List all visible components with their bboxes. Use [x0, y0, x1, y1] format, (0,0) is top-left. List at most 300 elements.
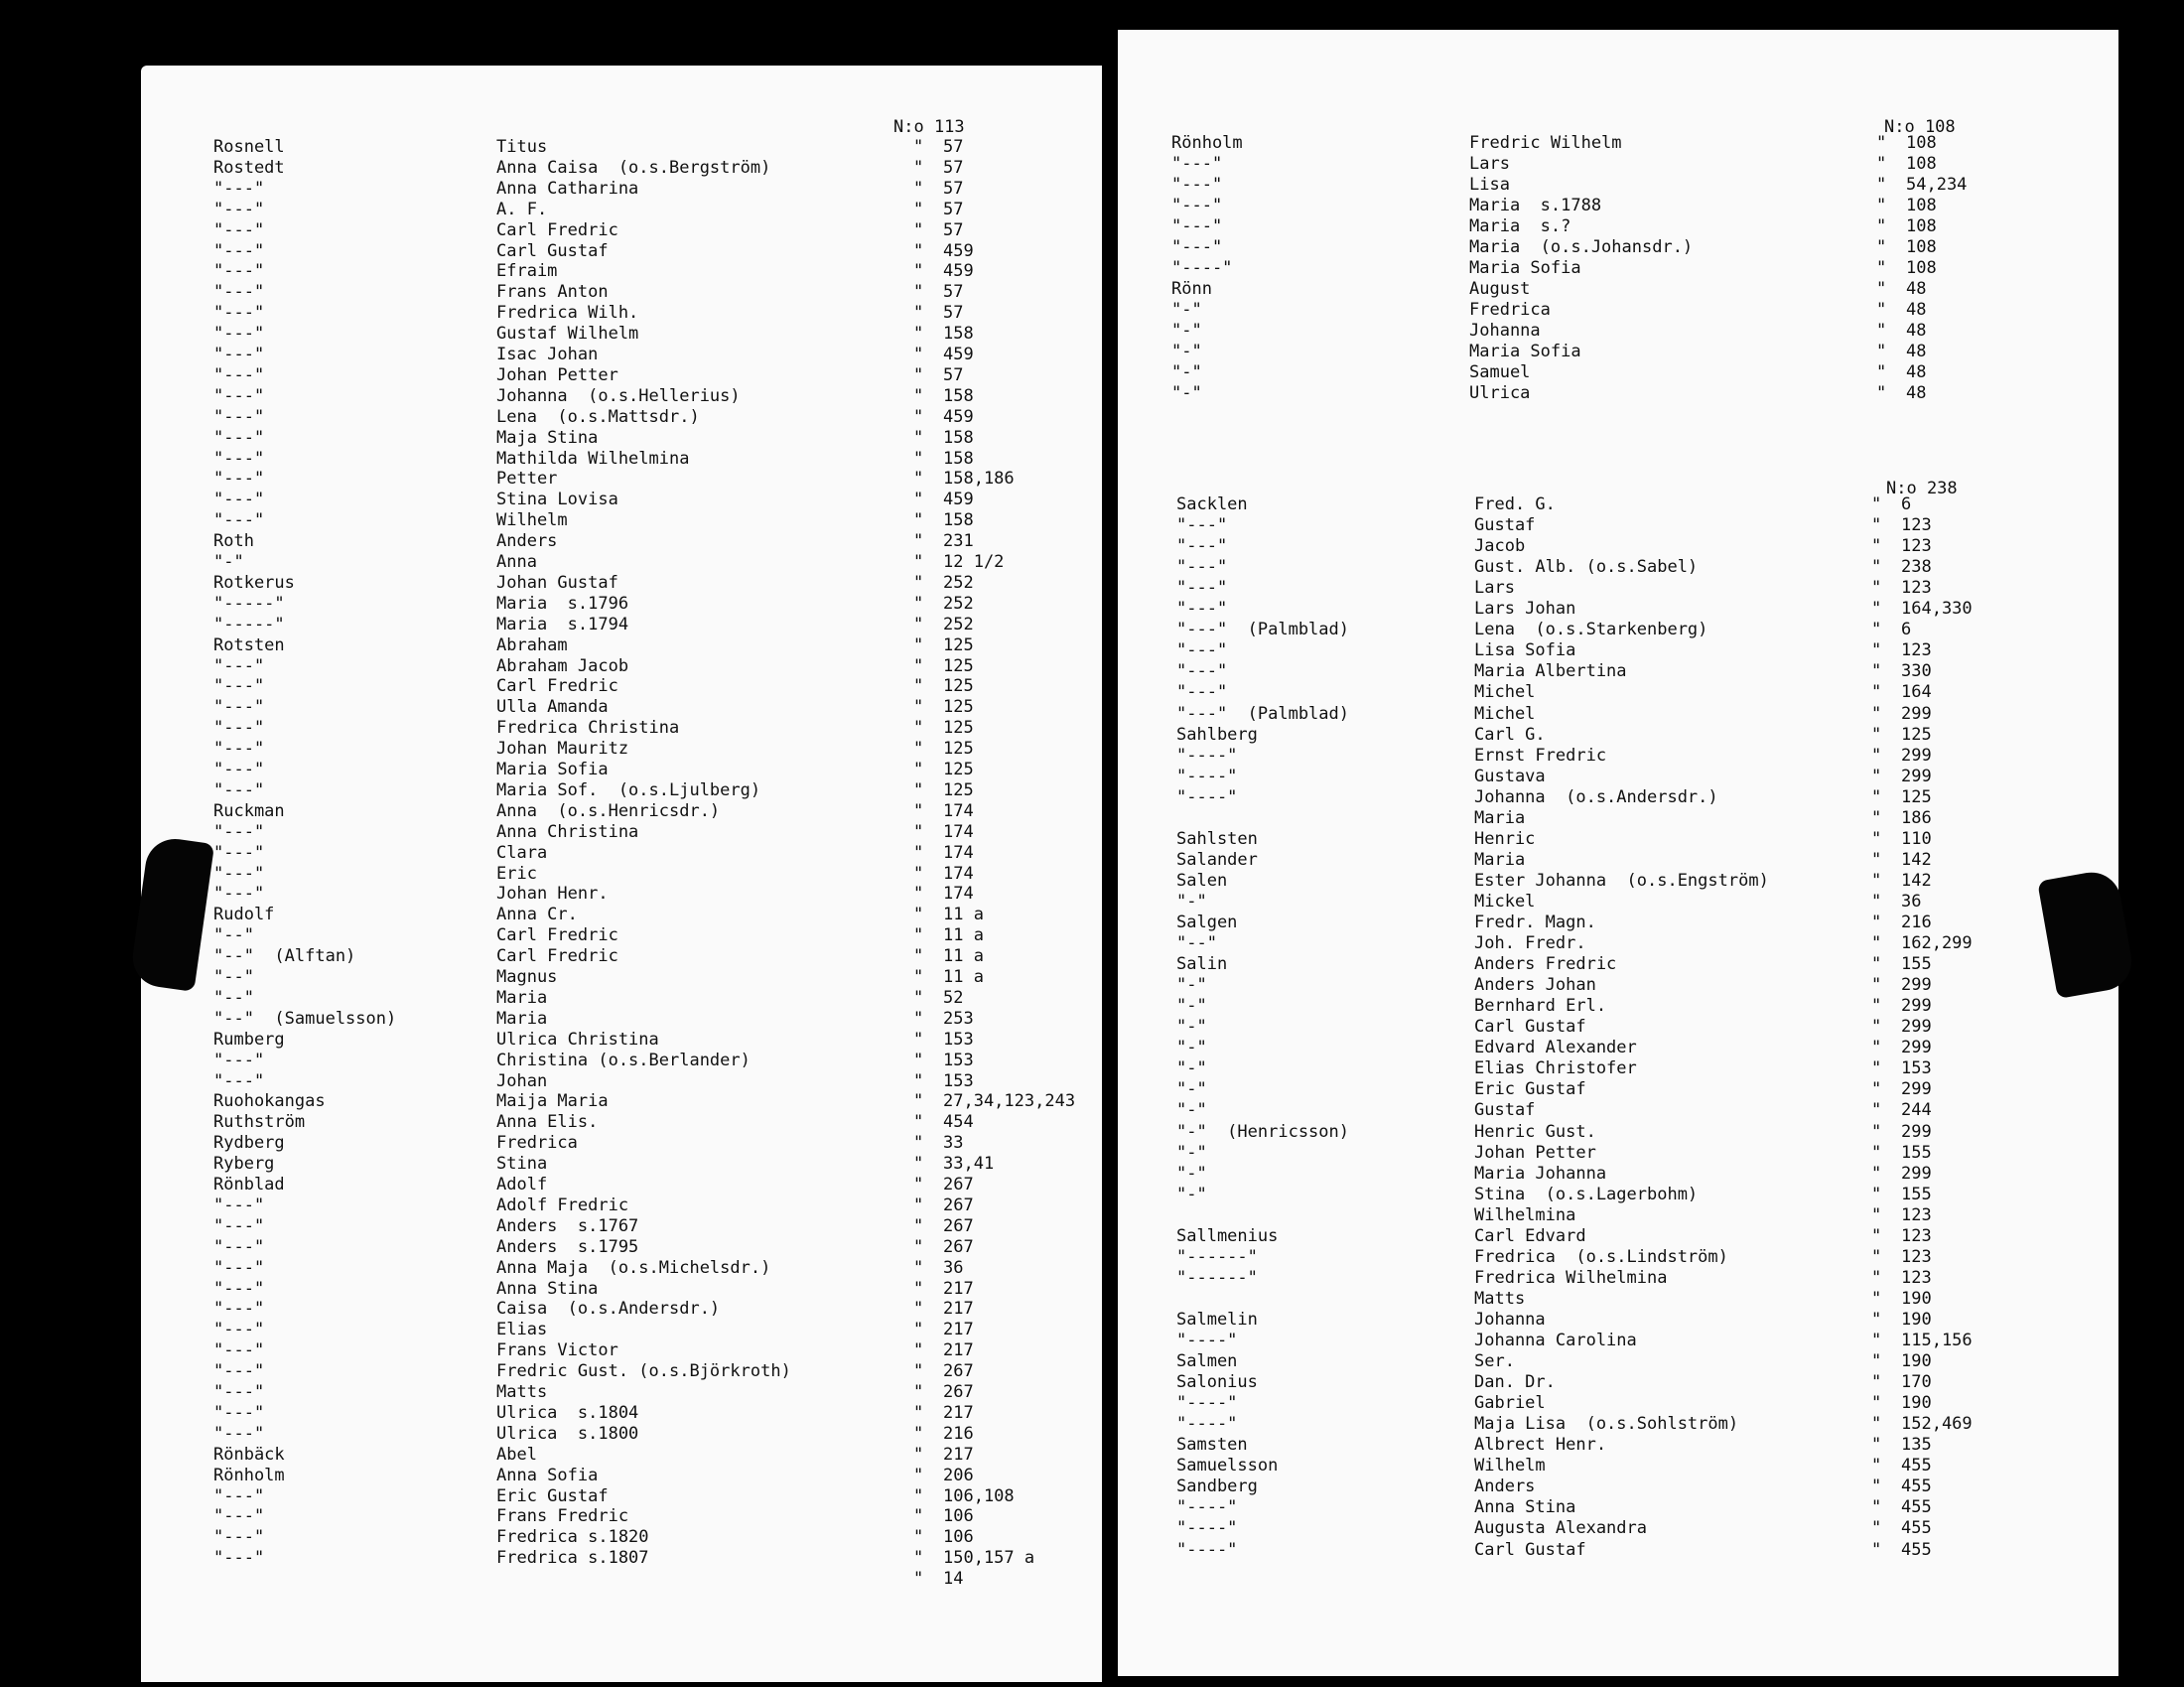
surname: Ruohokangas	[213, 1091, 326, 1112]
ditto-mark: "	[1876, 383, 1887, 403]
number: 244	[1901, 1100, 1932, 1121]
ditto-mark: "	[913, 863, 924, 884]
number: 164	[1901, 682, 1932, 703]
ditto-mark: "	[913, 157, 924, 178]
surname: "---"	[213, 655, 265, 676]
ditto-mark: "	[913, 1423, 924, 1444]
given-name: Anders s.1767	[496, 1215, 639, 1236]
number: 153	[943, 1029, 974, 1050]
surname: "---"	[1176, 515, 1228, 536]
given-name: Christina (o.s.Berlander)	[496, 1050, 751, 1070]
surname: Sahlberg	[1176, 724, 1258, 745]
given-name: Lena (o.s.Mattsdr.)	[496, 406, 700, 427]
given-name: Maja Lisa (o.s.Sohlström)	[1474, 1414, 1739, 1435]
number: 33,41	[943, 1154, 995, 1175]
number: 11 a	[943, 925, 984, 946]
number: 106,108	[943, 1485, 1015, 1506]
ditto-mark: "	[913, 739, 924, 760]
surname: "----"	[1176, 1393, 1238, 1414]
given-name: Anna Maja (o.s.Michelsdr.)	[496, 1257, 771, 1278]
surname: "---"	[213, 427, 265, 448]
ditto-mark: "	[1871, 1204, 1882, 1225]
number: 267	[943, 1382, 974, 1402]
surname: "---"	[1176, 536, 1228, 557]
surname: "--"	[1176, 933, 1217, 954]
surname: "---"	[213, 884, 265, 905]
surname: Sandberg	[1176, 1476, 1258, 1497]
number: 48	[1906, 362, 1927, 382]
number: 125	[943, 760, 974, 779]
surname: Rostedt	[213, 157, 285, 178]
surname: "---"	[213, 1320, 265, 1340]
surname: "---"	[213, 1070, 265, 1091]
given-name: Maria s.1794	[496, 614, 629, 634]
ditto-mark: "	[913, 240, 924, 261]
given-name: Augusta Alexandra	[1474, 1518, 1647, 1539]
surname: "---"	[213, 821, 265, 842]
ditto-mark: "	[1871, 1309, 1882, 1330]
ditto-mark: "	[1871, 515, 1882, 536]
number: 57	[943, 219, 964, 240]
given-name: Albrect Henr.	[1474, 1435, 1607, 1456]
surname: Sahlsten	[1176, 828, 1258, 849]
number: 170	[1901, 1372, 1932, 1393]
number: 125	[943, 779, 974, 800]
number: 459	[943, 345, 974, 364]
ditto-mark: "	[913, 364, 924, 385]
given-name: Ulrica Christina	[496, 1029, 659, 1050]
number: 158,186	[943, 469, 1015, 490]
number: 36	[1901, 891, 1922, 912]
ditto-mark: "	[913, 1091, 924, 1112]
ditto-mark: "	[913, 1506, 924, 1527]
ditto-mark: "	[913, 1527, 924, 1548]
ditto-mark: "	[1871, 1393, 1882, 1414]
number: 106	[943, 1506, 974, 1527]
surname: Samsten	[1176, 1435, 1248, 1456]
given-name: Gustaf	[1474, 1100, 1536, 1121]
given-name: Fredric Wilhelm	[1469, 133, 1622, 153]
ditto-mark: "	[1871, 1184, 1882, 1204]
surname: "---"	[1171, 237, 1223, 257]
given-name: Anders s.1795	[496, 1236, 639, 1257]
surname: Rönholm	[213, 1465, 285, 1485]
surname: "-"	[1176, 1100, 1207, 1121]
given-name: Carl Fredric	[496, 676, 618, 697]
given-name: Titus	[496, 137, 548, 157]
surname: "-----"	[213, 593, 285, 614]
given-name: Wilhelmina	[1474, 1204, 1576, 1225]
surname: Salen	[1176, 870, 1228, 891]
given-name: Matts	[496, 1382, 548, 1402]
number: 11 a	[943, 946, 984, 967]
surname: "-"	[1171, 362, 1202, 382]
surname: "---"	[1176, 661, 1228, 682]
number: 299	[1901, 703, 1932, 724]
given-name: Johanna	[1469, 321, 1541, 341]
number: 108	[1906, 258, 1937, 278]
number: 174	[943, 800, 974, 821]
given-name: Wilhelm	[1474, 1456, 1546, 1476]
surname: Salmen	[1176, 1351, 1238, 1372]
ditto-mark: "	[913, 552, 924, 572]
number: 267	[943, 1215, 974, 1236]
given-name: Eric Gustaf	[1474, 1079, 1586, 1100]
surname: Ruckman	[213, 800, 285, 821]
ditto-mark: "	[913, 1569, 924, 1590]
given-name: Maija Maria	[496, 1091, 609, 1112]
ditto-mark: "	[1871, 536, 1882, 557]
given-name: Clara	[496, 842, 548, 863]
number: 48	[1906, 383, 1927, 403]
surname: "----"	[1176, 1497, 1238, 1518]
given-name: Henric Gust.	[1474, 1121, 1596, 1142]
ditto-mark: "	[1871, 1372, 1882, 1393]
given-name: Anna Cr.	[496, 905, 578, 925]
surname: "---"	[213, 219, 265, 240]
number: 123	[1901, 1204, 1932, 1225]
number: 11 a	[943, 905, 984, 925]
given-name: Michel	[1474, 703, 1536, 724]
ditto-mark: "	[1871, 682, 1882, 703]
given-name: Anna Sofia	[496, 1465, 599, 1485]
ditto-mark: "	[913, 448, 924, 469]
surname: "---"	[213, 1050, 265, 1070]
given-name: Carl Edvard	[1474, 1225, 1586, 1246]
ditto-mark: "	[913, 821, 924, 842]
surname: "---"	[213, 345, 265, 364]
ditto-mark: "	[913, 905, 924, 925]
surname: Sacklen	[1176, 494, 1248, 514]
given-name: Petter	[496, 469, 558, 490]
surname: "---"	[213, 1340, 265, 1361]
number: 238	[1901, 557, 1932, 578]
ditto-mark: "	[913, 1340, 924, 1361]
surname: Rosnell	[213, 137, 285, 157]
ditto-mark: "	[913, 1070, 924, 1091]
number: 150,157 a	[943, 1548, 1035, 1569]
ditto-mark: "	[913, 946, 924, 967]
given-name: Anders Fredric	[1474, 954, 1617, 975]
given-name: Maria	[1474, 849, 1526, 870]
number: 123	[1901, 515, 1932, 536]
number: 158	[943, 510, 974, 531]
number: 299	[1901, 766, 1932, 786]
given-name: Johanna (o.s.Hellerius)	[496, 385, 741, 406]
ditto-mark: "	[913, 261, 924, 282]
surname: "---"	[213, 1361, 265, 1382]
number: 455	[1901, 1476, 1932, 1497]
ditto-mark: "	[913, 1382, 924, 1402]
number: 123	[1901, 1267, 1932, 1288]
ditto-mark: "	[1871, 640, 1882, 661]
given-name: Adolf Fredric	[496, 1195, 629, 1215]
ditto-mark: "	[913, 676, 924, 697]
number: 455	[1901, 1539, 1932, 1560]
number: 123	[1901, 536, 1932, 557]
number: 57	[943, 282, 964, 303]
ditto-mark: "	[913, 1133, 924, 1154]
ditto-mark: "	[1871, 1038, 1882, 1058]
number: 252	[943, 614, 974, 634]
surname: "----"	[1171, 258, 1233, 278]
ditto-mark: "	[1871, 599, 1882, 620]
surname: "---"	[213, 676, 265, 697]
surname: "-"	[1171, 342, 1202, 361]
surname: "---"	[213, 1299, 265, 1320]
given-name: Gustaf	[1474, 515, 1536, 536]
ditto-mark: "	[913, 1029, 924, 1050]
ditto-mark: "	[1871, 1539, 1882, 1560]
number: 125	[1901, 786, 1932, 807]
given-name: Ernst Fredric	[1474, 745, 1607, 766]
surname: Rönblad	[213, 1175, 285, 1195]
given-name: Frans Victor	[496, 1340, 618, 1361]
given-name: Ester Johanna (o.s.Engström)	[1474, 870, 1769, 891]
ditto-mark: "	[913, 1465, 924, 1485]
given-name: Stina Lovisa	[496, 490, 618, 510]
number: 125	[943, 697, 974, 718]
surname: Rudolf	[213, 905, 275, 925]
given-name: Maria	[496, 1008, 548, 1029]
given-name: Frans Fredric	[496, 1506, 629, 1527]
surname: "----"	[1176, 1331, 1238, 1350]
ditto-mark: "	[1871, 494, 1882, 514]
number: 455	[1901, 1456, 1932, 1476]
given-name: Ulrica	[1469, 383, 1531, 403]
number: 142	[1901, 849, 1932, 870]
number: 190	[1901, 1393, 1932, 1414]
ditto-mark: "	[1871, 557, 1882, 578]
number: 135	[1901, 1435, 1932, 1456]
surname: "-"	[1176, 996, 1207, 1017]
ditto-mark: "	[1871, 1456, 1882, 1476]
given-name: Anders	[496, 531, 558, 552]
surname: "---"	[213, 261, 265, 282]
ditto-mark: "	[913, 1278, 924, 1299]
number: 174	[943, 821, 974, 842]
number: 217	[943, 1299, 974, 1320]
number: 57	[943, 303, 964, 324]
surname: "---"	[213, 697, 265, 718]
given-name: Samuel	[1469, 362, 1531, 382]
given-name: Gabriel	[1474, 1393, 1546, 1414]
given-name: Lisa Sofia	[1474, 640, 1576, 661]
given-name: Gustava	[1474, 766, 1546, 786]
number: 231	[943, 531, 974, 552]
surname: "-"	[1176, 1038, 1207, 1058]
ditto-mark: "	[913, 469, 924, 490]
ditto-mark: "	[1871, 1518, 1882, 1539]
ditto-mark: "	[1871, 1476, 1882, 1497]
given-name: Dan. Dr.	[1474, 1372, 1556, 1393]
number: 6	[1901, 494, 1912, 514]
number: 142	[1901, 870, 1932, 891]
given-name: Isac Johan	[496, 345, 599, 364]
ditto-mark: "	[1871, 1414, 1882, 1435]
surname: Samuelsson	[1176, 1456, 1279, 1476]
number: 108	[1906, 216, 1937, 236]
given-name: Mickel	[1474, 891, 1536, 912]
surname: "--"	[213, 967, 254, 987]
ditto-mark: "	[1871, 1100, 1882, 1121]
given-name: Ser.	[1474, 1351, 1515, 1372]
surname: "-----"	[213, 614, 285, 634]
given-name: Magnus	[496, 967, 558, 987]
surname: "---" (Palmblad)	[1176, 620, 1349, 640]
surname: "---"	[1176, 682, 1228, 703]
surname: Rönbäck	[213, 1444, 285, 1465]
ditto-mark: "	[1871, 703, 1882, 724]
surname: "---"	[213, 324, 265, 345]
surname: "-"	[1171, 321, 1202, 341]
ditto-mark: "	[1871, 1351, 1882, 1372]
given-name: Wilhelm	[496, 510, 568, 531]
ditto-mark: "	[1876, 362, 1887, 382]
ditto-mark: "	[1871, 745, 1882, 766]
given-name: Maria Albertina	[1474, 661, 1627, 682]
given-name: Maria s.1788	[1469, 196, 1602, 215]
number: 57	[943, 199, 964, 219]
surname: "---"	[213, 1485, 265, 1506]
number: 455	[1901, 1497, 1932, 1518]
surname: "---"	[213, 385, 265, 406]
ditto-mark: "	[1871, 766, 1882, 786]
number: 267	[943, 1175, 974, 1195]
number: 155	[1901, 954, 1932, 975]
given-name: August	[1469, 279, 1531, 299]
surname: Salmelin	[1176, 1309, 1258, 1330]
given-name: Fredrica Wilh.	[496, 303, 639, 324]
ditto-mark: "	[1871, 1121, 1882, 1142]
surname: "---"	[213, 448, 265, 469]
ditto-mark: "	[1871, 661, 1882, 682]
number: 252	[943, 593, 974, 614]
given-name: Maria	[496, 987, 548, 1008]
left-header-number: N:o 113	[893, 117, 965, 137]
given-name: Lisa	[1469, 175, 1510, 195]
surname: Rumberg	[213, 1029, 285, 1050]
ditto-mark: "	[1876, 175, 1887, 195]
ditto-mark: "	[913, 614, 924, 634]
surname: "-"	[1176, 975, 1207, 996]
surname: "--"	[213, 925, 254, 946]
given-name: Anders Johan	[1474, 975, 1596, 996]
surname: "---" (Palmblad)	[1176, 703, 1349, 724]
number: 125	[943, 655, 974, 676]
ditto-mark: "	[1871, 828, 1882, 849]
surname: "---"	[1176, 599, 1228, 620]
given-name: Efraim	[496, 261, 558, 282]
number: 267	[943, 1236, 974, 1257]
given-name: Jacob	[1474, 536, 1526, 557]
given-name: Fredrica Christina	[496, 718, 680, 739]
number: 123	[1901, 1225, 1932, 1246]
surname: Sallmenius	[1176, 1225, 1279, 1246]
given-name: Carl Gustaf	[1474, 1017, 1586, 1038]
given-name: Carl Fredric	[496, 946, 618, 967]
surname: "-"	[1176, 1017, 1207, 1038]
surname: "---"	[213, 406, 265, 427]
surname: "---"	[213, 863, 265, 884]
ditto-mark: "	[1871, 1225, 1882, 1246]
surname: "---"	[213, 718, 265, 739]
surname: "-"	[1171, 383, 1202, 403]
ditto-mark: "	[913, 1361, 924, 1382]
book-gutter	[1102, 0, 1118, 1687]
number: 158	[943, 448, 974, 469]
number: 253	[943, 1008, 974, 1029]
ditto-mark: "	[913, 718, 924, 739]
number: 252	[943, 572, 974, 593]
given-name: Johan Petter	[496, 364, 618, 385]
given-name: Matts	[1474, 1288, 1526, 1309]
given-name: Fred. G.	[1474, 494, 1556, 514]
number: 153	[943, 1070, 974, 1091]
right-block2-header-number: N:o 238	[1886, 479, 1958, 498]
given-name: Bernhard Erl.	[1474, 996, 1607, 1017]
number: 459	[943, 406, 974, 427]
ditto-mark: "	[1876, 279, 1887, 299]
surname: "---"	[213, 779, 265, 800]
ditto-mark: "	[1871, 975, 1882, 996]
surname: "----"	[1176, 745, 1238, 766]
number: 27,34,123,243	[943, 1091, 1076, 1112]
surname: "-"	[1176, 1058, 1207, 1079]
number: 299	[1901, 1017, 1932, 1038]
number: 106	[943, 1527, 974, 1548]
surname: "---"	[1171, 196, 1223, 215]
given-name: Johanna	[1474, 1309, 1546, 1330]
surname: "---"	[213, 178, 265, 199]
given-name: Fredric Gust. (o.s.Björkroth)	[496, 1361, 791, 1382]
number: 217	[943, 1340, 974, 1361]
surname: "---"	[213, 1506, 265, 1527]
ditto-mark: "	[1871, 1163, 1882, 1184]
number: 459	[943, 490, 974, 510]
given-name: Carl Gustaf	[1474, 1539, 1586, 1560]
number: 108	[1906, 154, 1937, 174]
surname: "----"	[1176, 766, 1238, 786]
number: 108	[1906, 196, 1937, 215]
given-name: Fredrica	[496, 1133, 578, 1154]
number: 299	[1901, 745, 1932, 766]
number: 125	[943, 634, 974, 655]
given-name: Fredr. Magn.	[1474, 913, 1596, 932]
given-name: Anna (o.s.Henricsdr.)	[496, 800, 721, 821]
given-name: Johan	[496, 1070, 548, 1091]
given-name: Lars	[1474, 578, 1515, 599]
number: 216	[1901, 913, 1932, 932]
ditto-mark: "	[913, 219, 924, 240]
ditto-mark: "	[913, 1257, 924, 1278]
number: 217	[943, 1444, 974, 1465]
surname: "---"	[213, 303, 265, 324]
ditto-mark: "	[1871, 1288, 1882, 1309]
surname: "---"	[213, 1257, 265, 1278]
ditto-mark: "	[1871, 996, 1882, 1017]
number: 174	[943, 842, 974, 863]
ditto-mark: "	[1876, 133, 1887, 153]
given-name: Carl G.	[1474, 724, 1546, 745]
ditto-mark: "	[1871, 1267, 1882, 1288]
number: 186	[1901, 807, 1932, 828]
number: 54,234	[1906, 175, 1968, 195]
number: 162,299	[1901, 933, 1973, 954]
surname: Salonius	[1176, 1372, 1258, 1393]
ditto-mark: "	[1871, 933, 1882, 954]
given-name: Johan Gustaf	[496, 572, 618, 593]
